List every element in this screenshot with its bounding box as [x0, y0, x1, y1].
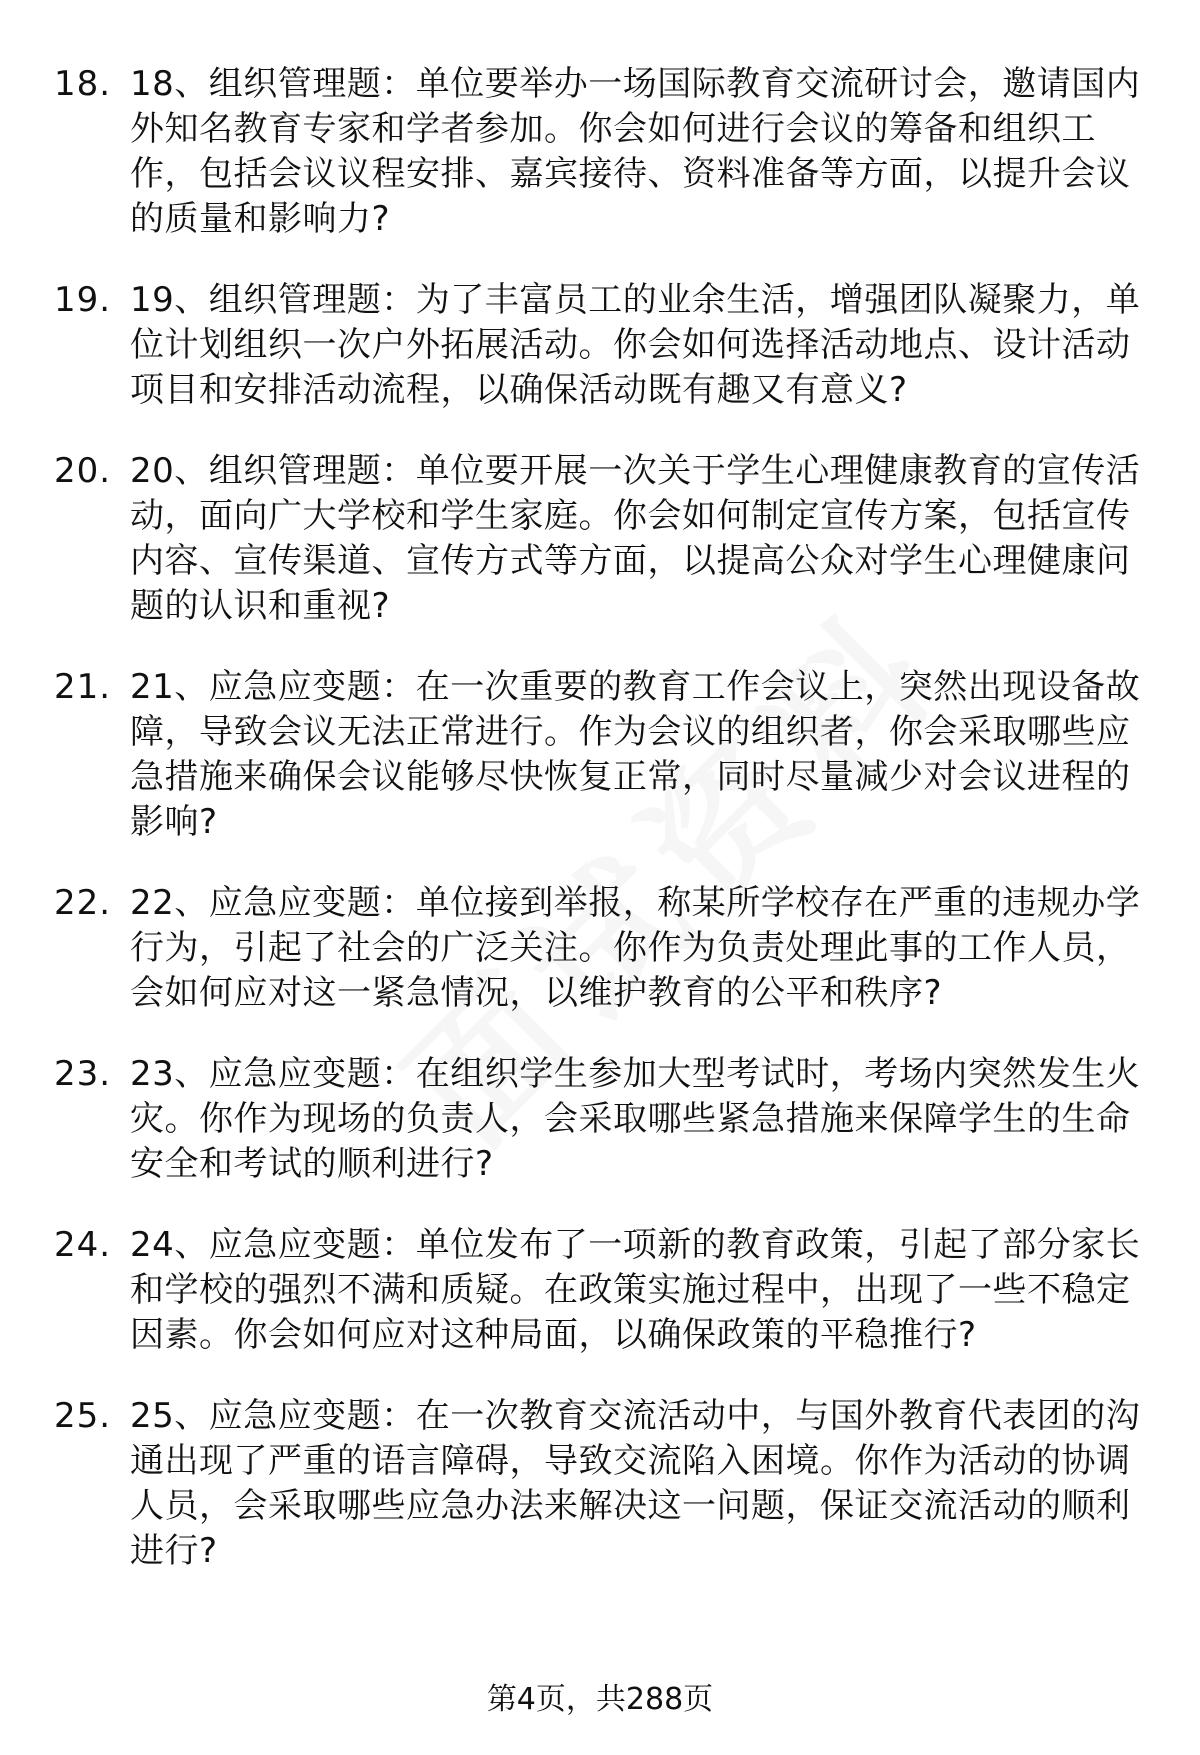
question-item — [0, 62, 1200, 242]
question-text: 21、应急应变题：在一次重要的教育工作会议上，突然出现设备故障，导致会议无法正常进行。作为会议的组织者，你会采取哪些应急措施来确保会议能够尽快恢复正常，同时尽量减少对会议进程的影响? — [130, 667, 1141, 842]
question-list — [0, 62, 1200, 1610]
question-text: 23、应急应变题：在组织学生参加大型考试时，考场内突然发生火灾。你作为现场的负责人，会采取哪些紧急措施来保障学生的生命安全和考试的顺利进行? — [130, 1054, 1141, 1184]
question-item — [0, 881, 1200, 1016]
question-number: 21. — [54, 667, 112, 707]
question-item — [0, 665, 1200, 845]
question-text: 24、应急应变题：单位发布了一项新的教育政策，引起了部分家长和学校的强烈不满和质疑。在政策实施过程中，出现了一些不稳定因素。你会如何应对这种局面，以确保政策的平稳推行? — [130, 1225, 1141, 1355]
question-text: 19、组织管理题：为了丰富员工的业余生活，增强团队凝聚力，单位计划组织一次户外拓展活动。你会如何选择活动地点、设计活动项目和安排活动流程，以确保活动既有趣又有意义? — [130, 280, 1141, 410]
question-number: 19. — [54, 280, 112, 320]
question-item — [0, 1394, 1200, 1574]
question-text: 20、组织管理题：单位要开展一次关于学生心理健康教育的宣传活动，面向广大学校和学生家庭。你会如何制定宣传方案，包括宣传内容、宣传渠道、宣传方式等方面，以提高公众对学生心理健康问题的认识和重视? — [130, 451, 1141, 626]
question-item — [0, 278, 1200, 413]
question-number: 20. — [54, 451, 112, 491]
question-item — [0, 1052, 1200, 1187]
question-item — [0, 449, 1200, 629]
question-item — [0, 1223, 1200, 1358]
question-number: 25. — [54, 1396, 112, 1436]
question-text: 22、应急应变题：单位接到举报，称某所学校存在严重的违规办学行为，引起了社会的广泛关注。你作为负责处理此事的工作人员，会如何应对这一紧急情况，以维护教育的公平和秩序? — [130, 883, 1141, 1013]
question-text: 25、应急应变题：在一次教育交流活动中，与国外教育代表团的沟通出现了严重的语言障碍，导致交流陷入困境。你作为活动的协调人员，会采取哪些应急办法来解决这一问题，保证交流活动的顺利进行? — [130, 1396, 1141, 1571]
question-number: 22. — [54, 883, 112, 923]
question-text: 18、组织管理题：单位要举办一场国际教育交流研讨会，邀请国内外知名教育专家和学者参加。你会如何进行会议的筹备和组织工作，包括会议议程安排、嘉宾接待、资料准备等方面，以提升会议的质量和影响力? — [130, 64, 1141, 239]
question-number: 23. — [54, 1054, 112, 1094]
question-number: 18. — [54, 64, 112, 104]
question-number: 24. — [54, 1225, 112, 1265]
page-footer: 第4页，共288页 — [486, 1682, 714, 1717]
